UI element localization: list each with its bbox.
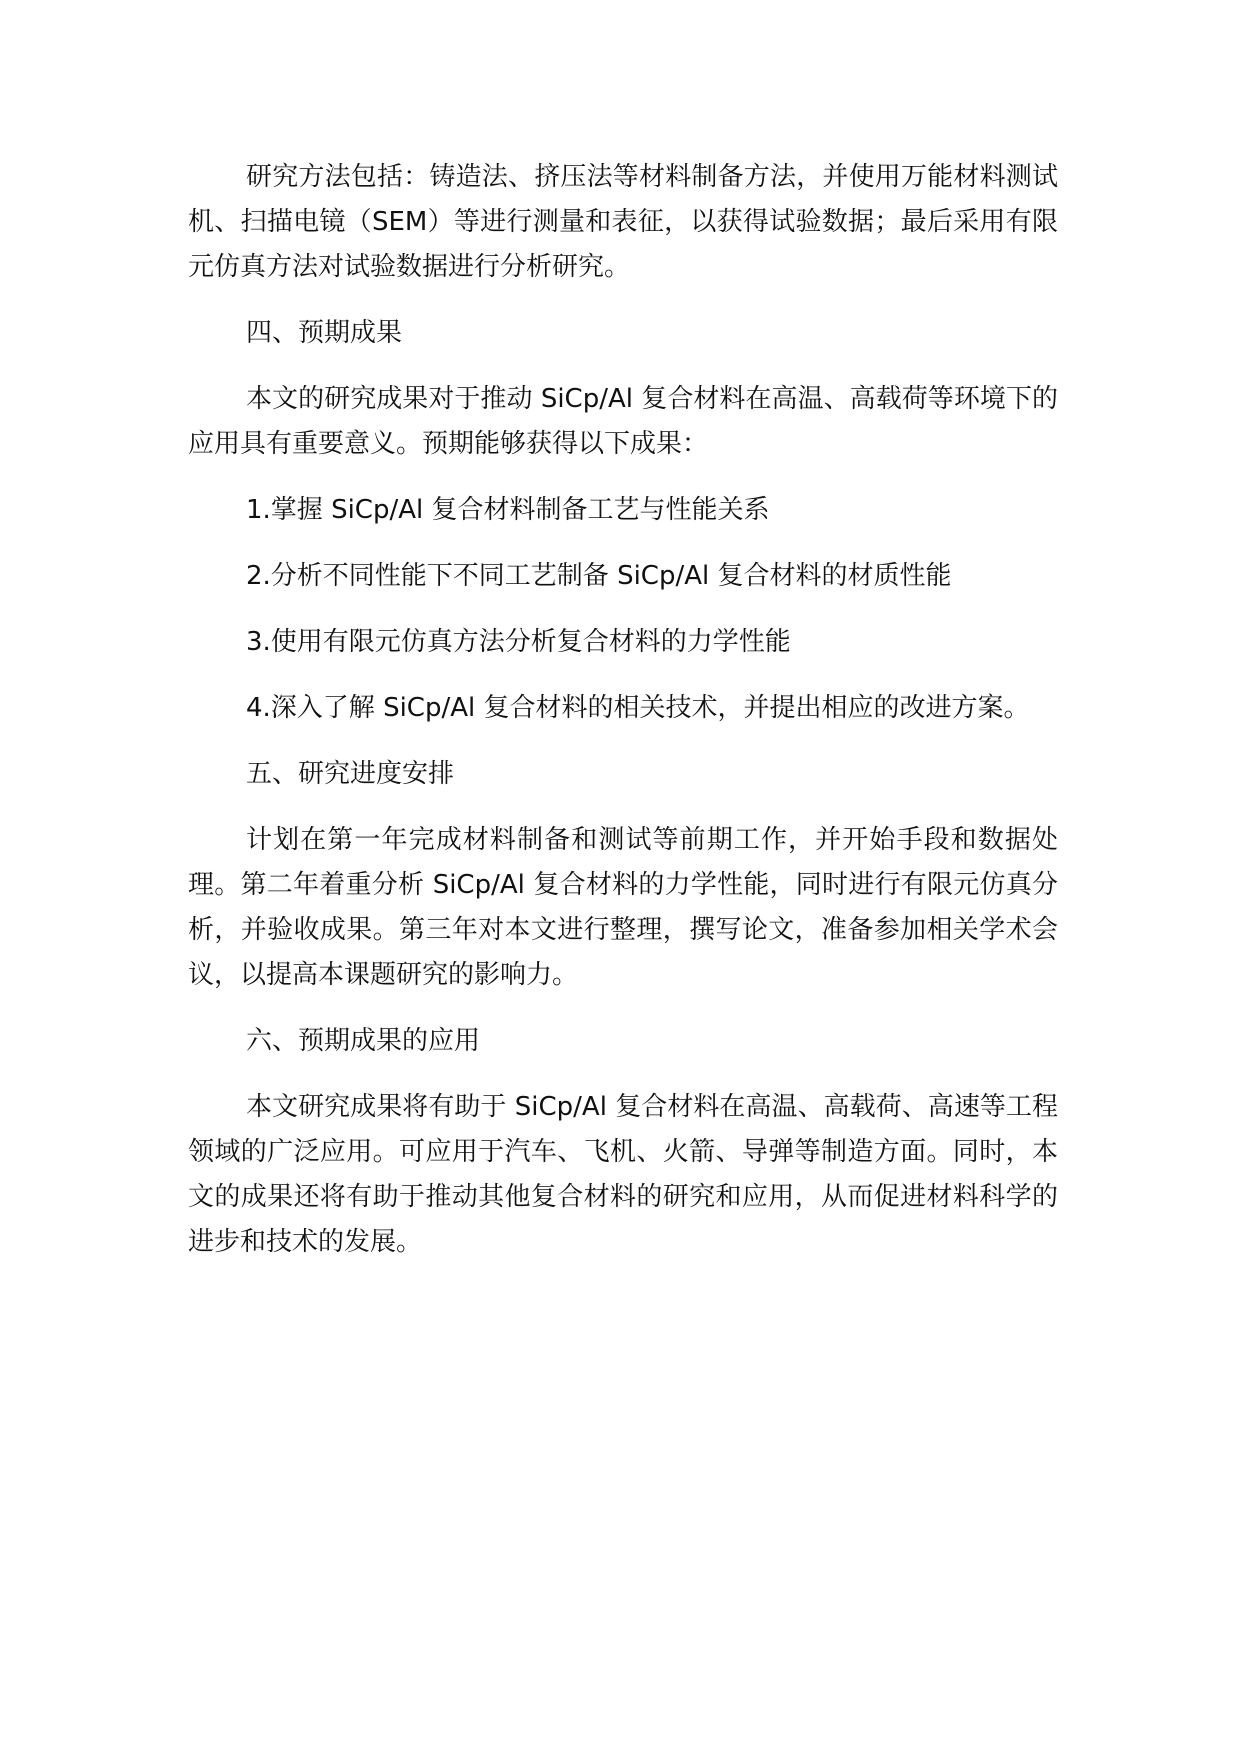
document-body [188,155,1058,1286]
section-heading-applications: 六、预期成果的应用 [246,1026,481,1056]
paragraph-expected-results-intro: 本文的研究成果对于推动 SiCp/Al 复合材料在高温、高载荷等环境下的应用具有重要意义。预期能够获得以下成果： [188,384,1058,459]
section-heading-schedule: 五、研究进度安排 [246,759,455,789]
paragraph-schedule: 计划在第一年完成材料制备和测试等前期工作，并开始手段和数据处理。第二年着重分析 SiCp/Al 复合材料的力学性能，同时进行有限元仿真分析，并验收成果。第三年对本文进行整理，撰写论文，准备参加相关学术会议，以提高本课题研究的影响力。 [188,825,1058,990]
paragraph-research-methods: 研究方法包括：铸造法、挤压法等材料制备方法，并使用万能材料测试机、扫描电镜（SEM）等进行测量和表征，以获得试验数据；最后采用有限元仿真方法对试验数据进行分析研究。 [188,162,1058,282]
list-item: 2.分析不同性能下不同工艺制备 SiCp/Al 复合材料的材质性能 [246,561,952,591]
list-item: 3.使用有限元仿真方法分析复合材料的力学性能 [246,627,791,657]
list-item: 1.掌握 SiCp/Al 复合材料制备工艺与性能关系 [246,495,770,525]
section-heading-expected-results: 四、预期成果 [246,318,403,348]
list-item: 4.深入了解 SiCp/Al 复合材料的相关技术，并提出相应的改进方案。 [246,693,1030,723]
paragraph-applications: 本文研究成果将有助于 SiCp/Al 复合材料在高温、高载荷、高速等工程领域的广泛应用。可应用于汽车、飞机、火箭、导弹等制造方面。同时，本文的成果还将有助于推动其他复合材料的研究和应用，从而促进材料科学的进步和技术的发展。 [188,1092,1058,1257]
